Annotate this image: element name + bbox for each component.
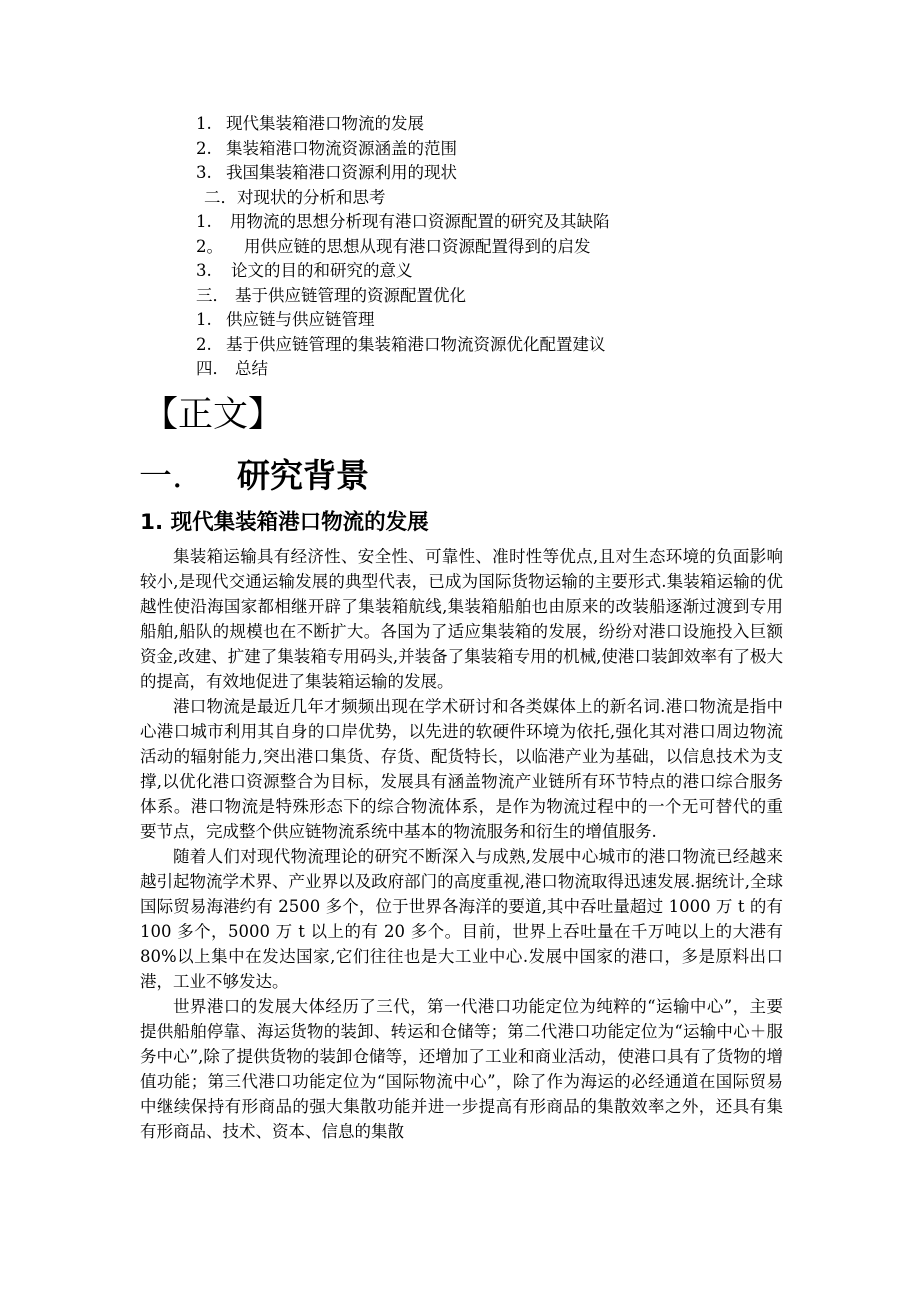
toc-item xyxy=(196,308,836,333)
toc-item-text: 集装箱港口物流资源涵盖的范围 xyxy=(226,138,457,158)
toc-item-number: 2. xyxy=(196,334,212,354)
toc-item-number: 3. xyxy=(196,261,212,280)
toc-item xyxy=(196,333,836,358)
toc-item-number: 三． xyxy=(196,285,229,305)
paragraph: 集装箱运输具有经济性、安全性、可靠性、准时性等优点,且对生态环境的负面影响较小,是现代交通运输发展的典型代表，已成为国际货物运输的主要形式.集装箱运输的优越性使沿海国家都相继开辟了集装箱航线,集装箱船舶也由原来的改装船逐渐过渡到专用船舶,船队的规模也在不断扩大。各国为了适应集装箱的发展，纷纷对港口设施投入巨额资金,改建、扩建了集装箱专用码头,并装备了集装箱专用的机械,使港口装卸效率有了极大的提高，有效地促进了集装箱运输的发展。 xyxy=(140,547,783,691)
toc-item-text: 基于供应链管理的资源配置优化 xyxy=(235,285,466,305)
toc-item-text: 基于供应链管理的集装箱港口物流资源优化配置建议 xyxy=(226,334,606,354)
toc-item-text: 对现状的分析和思考 xyxy=(237,187,386,207)
toc-item-number: 1. xyxy=(196,310,212,329)
toc-item-text: 用供应链的思想从现有港口资源配置得到的启发 xyxy=(244,236,591,256)
body-label: 【正文】 xyxy=(143,395,284,435)
paragraph: 随着人们对现代物流理论的研究不断深入与成熟,发展中心城市的港口物流已经越来越引起物流学术界、产业界以及政府部门的高度重视,港口物流取得迅速发展.据统计,全球国际贸易海港约有 2500 多个，位于世界各海洋的要道,其中吞吐量超过 1000 万 t 的有 100 多个，5000 万 t 以上的有 20 多个。目前，世界上吞吐量在千万吨以上的大港有 80%以上集中在发达国家,它们往往也是大工业中心.发展中国家的港口，多是原料出口港，工业不够发达。 xyxy=(140,847,783,991)
toc-item-number: 2。 xyxy=(196,236,223,256)
toc-item xyxy=(196,210,836,235)
toc-item-text: 论文的目的和研究的意义 xyxy=(231,261,413,280)
paragraph: 港口物流是最近几年才频频出现在学术研讨和各类媒体上的新名词.港口物流是指中心港口城市利用其自身的口岸优势，以先进的软硬件环境为依托,强化其对港口周边物流活动的辐射能力,突出港口集货、存货、配货特长，以临港产业为基础，以信息技术为支撑,以优化港口资源整合为目标，发展具有涵盖物流产业链所有环节特点的港口综合服务体系。港口物流是特殊形态下的综合物流体系，是作为物流过程中的一个无可替代的重要节点，完成整个供应链物流系统中基本的物流服务和衍生的增值服务. xyxy=(140,697,783,841)
toc-item-number: 1. xyxy=(196,212,212,231)
toc-item xyxy=(196,112,836,137)
toc-section-item xyxy=(196,284,836,309)
paragraph: 世界港口的发展大体经历了三代，第一代港口功能定位为纯粹的“运输中心”，主要提供船舶停靠、海运货物的装卸、转运和仓储等；第二代港口功能定位为“运输中心＋服务中心”,除了提供货物的装卸仓储等，还增加了工业和商业活动，使港口具有了货物的增值功能；第三代港口功能定位为“国际物流中心”，除了作为海运的必经通道在国际贸易中继续保持有形商品的强大集散功能并进一步提高有形商品的集散效率之外，还具有集有形商品、技术、资本、信息的集散 xyxy=(140,997,783,1141)
toc-item-text: 总结 xyxy=(235,359,268,378)
toc-item-text: 我国集装箱港口资源利用的现状 xyxy=(226,163,457,182)
toc-item-text: 用物流的思想分析现有港口资源配置的研究及其缺陷 xyxy=(230,212,610,231)
table-of-contents xyxy=(196,112,836,382)
toc-section-item xyxy=(196,186,836,211)
toc-section-item xyxy=(196,357,836,382)
toc-item-number: 四． xyxy=(196,359,229,378)
toc-item xyxy=(196,259,836,284)
toc-item xyxy=(196,161,836,186)
section-heading xyxy=(139,452,369,500)
section-title: 研究背景 xyxy=(237,456,369,495)
toc-item xyxy=(196,137,836,162)
toc-item-number: 1. xyxy=(196,114,212,133)
toc-item-text: 现代集装箱港口物流的发展 xyxy=(226,114,424,133)
toc-item-text: 供应链与供应链管理 xyxy=(226,310,375,329)
toc-item-number: 二． xyxy=(204,187,237,207)
toc-item-number: 2. xyxy=(196,138,212,158)
section-number: 一. xyxy=(139,456,183,495)
subsection-heading: 1. 现代集装箱港口物流的发展 xyxy=(140,510,429,535)
body-text xyxy=(140,544,783,1144)
toc-item-number: 3. xyxy=(196,163,212,182)
toc-item xyxy=(196,235,836,260)
